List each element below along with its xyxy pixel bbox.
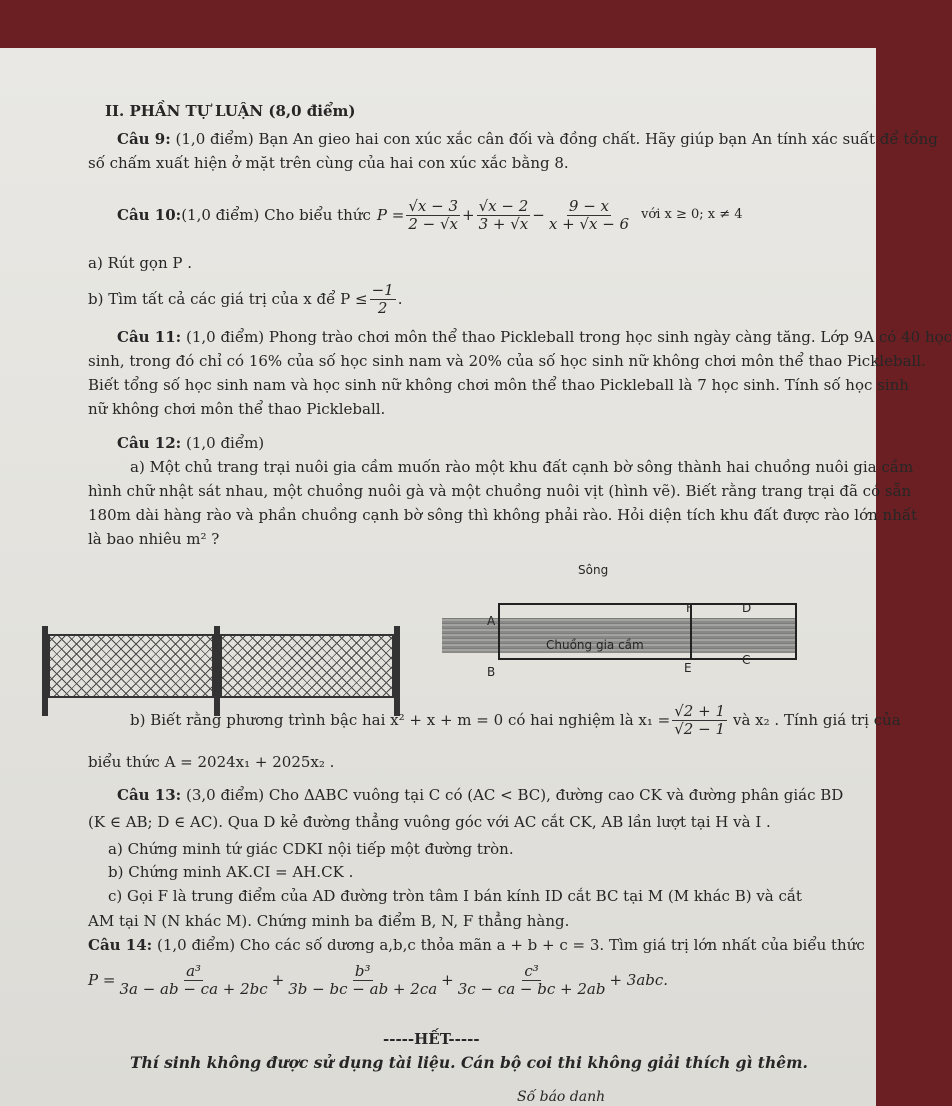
- footer-note: Thí sinh không được sử dụng tài liệu. Cán bộ coi thi không giải thích gì thêm.: [130, 1053, 808, 1072]
- coop-side-bc: [498, 658, 796, 660]
- river-label: Sông: [578, 563, 609, 577]
- term-c-fraction: $\frac{\text{c³}}{3c - ca - bc + 2ab}$: [457, 961, 606, 998]
- question-12-a-line-3: 180m dài hàng rào và phần chuồng cạnh bờ sông thì không phải rào. Hỏi diện tích khu đất được rào lớn nhất: [88, 506, 918, 524]
- question-11-line-1: Câu 11: (1,0 điểm) Phong trào chơi môn thể thao Pickleball trong học sinh ngày càng tăng. Lớp 9A có 40 học: [117, 328, 952, 346]
- fraction-2: $\frac{√x - 2}{3 + √x}$: [478, 196, 529, 233]
- fraction-minus-half: $\frac{-1}{2}$: [371, 280, 394, 317]
- question-13-part-a: a) Chứng minh tứ giác CDKI nội tiếp một đường tròn.: [108, 840, 514, 858]
- fraction-1: $\frac{√x - 3}{2 - √x}$: [408, 196, 459, 233]
- fence-panel: [220, 634, 394, 698]
- point-d-label: D: [742, 601, 752, 615]
- point-e-label: E: [684, 661, 692, 675]
- question-13-part-b: b) Chứng minh AK.CI = AH.CK .: [108, 863, 354, 881]
- question-13-part-c-line-2: AM tại N (N khác M). Chứng minh ba điểm B, N, F thẳng hàng.: [88, 912, 570, 930]
- question-14-expression: P = $\frac{\text{a³}}{3a - ab - ca + 2bc}$ + $\frac{\text{b³}}{3b - bc - ab + 2ca}$ + $\frac{\text{c³}}{3c - ca - bc + 2ab}$ + 3abc.: [88, 961, 669, 998]
- coop-label: Chuồng gia cầm: [546, 638, 644, 652]
- question-12-a-line-1: a) Một chủ trang trại nuôi gia cầm muốn rào một khu đất cạnh bờ sông thành hai chuồng nuôi gia cầm: [130, 458, 914, 476]
- coop-side-cd: [795, 603, 797, 660]
- question-12-title: Câu 12: (1,0 điểm): [117, 434, 265, 452]
- question-12-b-line-1: b) Biết rằng phương trình bậc hai x² + x + m = 0 có hai nghiệm là x₁ = $\frac{√2 + 1}{√2 - 1}$ và x₂ . Tính giá trị của: [130, 701, 901, 738]
- question-12-a-line-2: hình chữ nhật sát nhau, một chuồng nuôi gà và một chuồng nuôi vịt (hình vẽ). Biết rằng trang trại đã có sẵn: [88, 482, 912, 500]
- point-c-label: C: [742, 653, 751, 667]
- question-10-part-b: b) Tìm tất cả các giá trị của x để P ≤ $\frac{-1}{2}$ .: [88, 280, 403, 317]
- question-10-part-a: a) Rút gọn P .: [88, 254, 193, 272]
- exam-sheet: [0, 48, 952, 1106]
- question-11-line-4: nữ không chơi môn thể thao Pickleball.: [88, 400, 386, 418]
- section-title: II. PHẦN TỰ LUẬN (8,0 điểm): [105, 102, 356, 120]
- question-11-line-3: Biết tổng số học sinh nam và học sinh nữ không chơi môn thể thao Pickleball là 7 học sinh. Tính số học sinh: [88, 376, 909, 394]
- fence-panel: [48, 634, 214, 698]
- term-b-fraction: $\frac{\text{b³}}{3b - bc - ab + 2ca}$: [288, 961, 438, 998]
- question-11-line-2: sinh, trong đó chỉ có 16% của số học sinh nam và 20% của số học sinh nữ không chơi môn thể thao Pickleball.: [88, 352, 926, 370]
- question-14-line-1: Câu 14: (1,0 điểm) Cho các số dương a,b,c thỏa mãn a + b + c = 3. Tìm giá trị lớn nhất của biểu thức: [88, 936, 865, 954]
- point-b-label: B: [487, 665, 496, 679]
- question-13-line-1: Câu 13: (3,0 điểm) Cho ΔABC vuông tại C có (AC < BC), đường cao CK và đường phân giác BD: [117, 786, 844, 804]
- question-13-part-c-line-1: c) Gọi F là trung điểm của AD đường tròn tâm I bán kính ID cắt BC tại M (M khác B) và cắt: [108, 887, 802, 905]
- question-12-b-line-2: biểu thức A = 2024x₁ + 2025x₂ .: [88, 753, 335, 771]
- question-9-line-2: số chấm xuất hiện ở mặt trên cùng của hai con xúc xắc bằng 8.: [88, 154, 569, 172]
- coop-side-ab: [498, 603, 500, 659]
- end-mark: -----HẾT-----: [383, 1030, 480, 1048]
- term-a-fraction: $\frac{\text{a³}}{3a - ab - ca + 2bc}$: [119, 961, 268, 998]
- root-fraction: $\frac{√2 + 1}{√2 - 1}$: [674, 701, 725, 738]
- question-13-line-2: (K ∈ AB; D ∈ AC). Qua D kẻ đường thẳng vuông góc với AC cắt CK, AB lần lượt tại H và I .: [88, 813, 771, 831]
- point-f-label: F: [686, 601, 693, 615]
- question-12-a-line-4: là bao nhiêu m² ?: [88, 530, 220, 548]
- candidate-number-partial: Số báo danh: [517, 1089, 606, 1105]
- fraction-3: $\frac{9 - x}{x + √x - 6}$: [548, 196, 630, 233]
- question-9-line-1: Câu 9: (1,0 điểm) Bạn An gieo hai con xúc xắc cân đối và đồng chất. Hãy giúp bạn An tính xác suất để tổng: [117, 130, 938, 148]
- point-a-label: A: [487, 614, 496, 628]
- question-10-expression: Câu 10: (1,0 điểm) Cho biểu thức P = $\frac{√x - 3}{2 - √x}$ + $\frac{√x - 2}{3 + √x}$ − $\frac{9 - x}{x + √x - 6}$ với x ≥ 0; x ≠ 4: [117, 196, 743, 233]
- river-bank-line: [498, 603, 796, 605]
